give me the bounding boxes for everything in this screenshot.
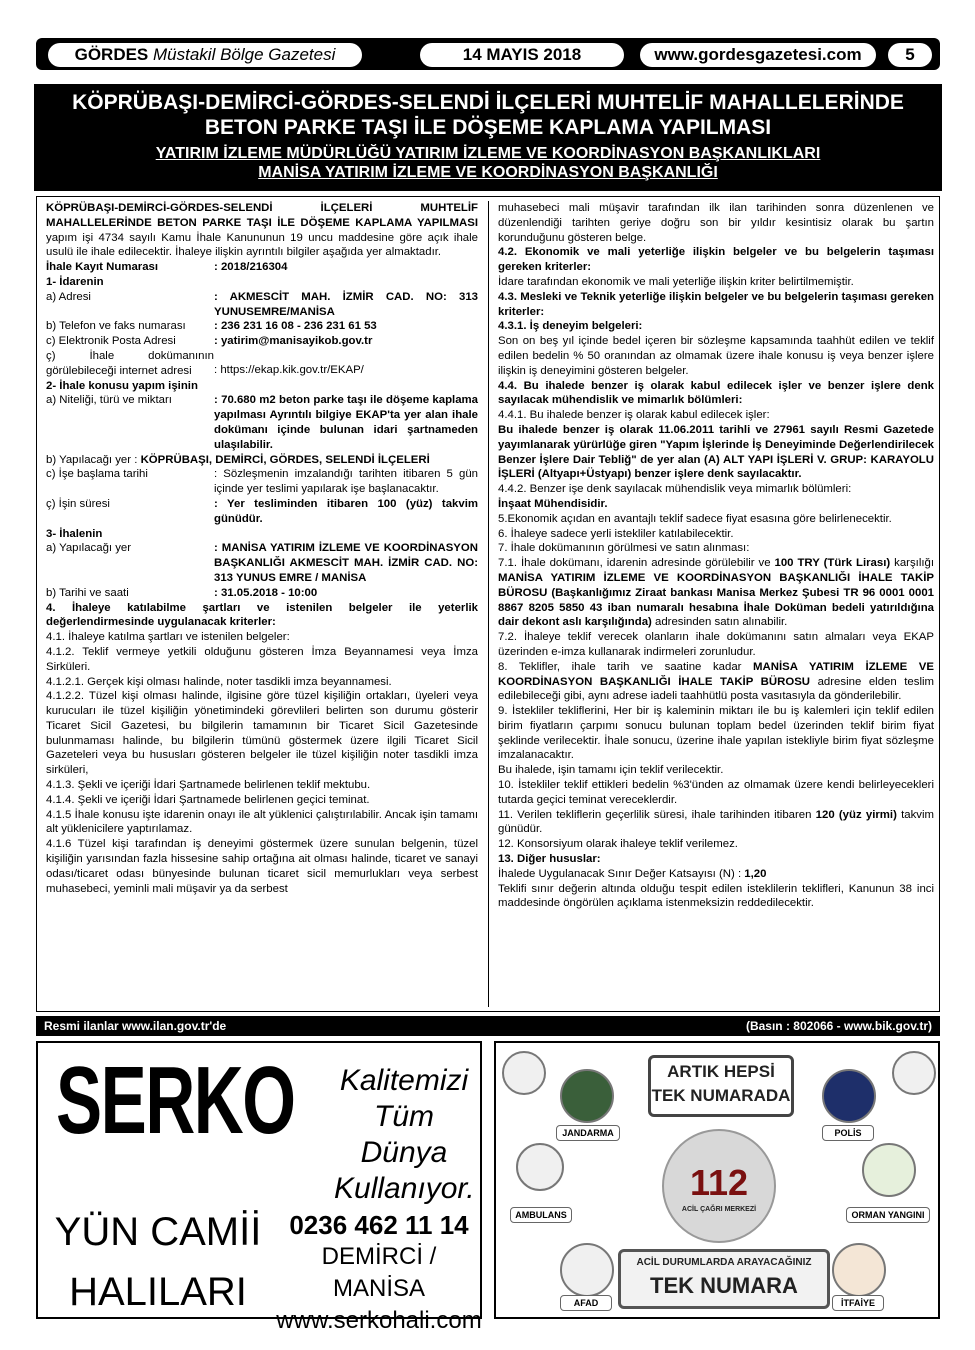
- tender-notice-body: [36, 196, 940, 1012]
- forest-fire-icon: [862, 1143, 916, 1197]
- tek-numara-bottom-sign: ACİL DURUMLARDA ARAYACAĞINIZ TEK NUMARA: [618, 1249, 830, 1309]
- field-ihale-yeri: a) Yapılacağı yer : MANİSA YATIRIM İZLEME VE KOORDİNASYON BAŞKANLIĞI AKMESCİT MAH. İZMİR CAD. NO: 313 YUNUS EMRE / MANİSA: [46, 542, 478, 584]
- clause-13-b: Teklifi sınır değerin altında olduğu tespit edilen isteklilerin teklifleri, Kanunun 38 inci maddesinde öngörülen açıklama istenmeksizin reddedilecektir.: [498, 882, 934, 910]
- ministry-emblem-icon: [502, 1051, 546, 1095]
- clause-4-4-1: 4.4.1. Bu ihalede benzer iş olarak kabul edilecek işler:: [498, 409, 770, 422]
- clause-4-1-3: 4.1.3. Şekli ve içeriği İdari Şartnamede belirlenen teklif mektubu.: [46, 779, 371, 792]
- article-subtitle-line1: YATIRIM İZLEME MÜDÜRLÜĞÜ YATIRIM İZLEME VE KOORDİNASYON BAŞKANLIKLARI: [155, 145, 821, 162]
- section-4-heading: 4. İhaleye katılabilme şartları ve istenilen belgeler ile yeterlik değerlendirmesinde uygulanacak kriterler:: [46, 601, 478, 629]
- fire-department-label: İTFAİYE: [832, 1295, 884, 1311]
- field-baslama: c) İşe başlama tarihi : Sözleşmenin imzalandığı tarihten itibaren 5 gün içinde yer teslimi yapılarak işe başlanacaktır.: [46, 468, 478, 496]
- forest-fire-label: ORMAN YANGINI: [846, 1207, 930, 1223]
- clause-13-a: İhalede Uygulanacak Sınır Değer Katsayısı (N) : 1,20: [498, 867, 767, 880]
- article-subtitle-line2: MANİSA YATIRIM İZLEME VE KOORDİNASYON BAŞKANLIĞI: [258, 164, 718, 181]
- clause-continued: muhasebeci mali müşavir tarafından ilk ilan tarihinden sonra düzenlenen ve düzenlendiği tarihten geriye doğru son bir yıldır kesintisiz olarak bu şartın korunduğunu gösteren belge.: [498, 202, 934, 244]
- clause-9: 9. İstekliler tekliflerini, Her bir iş kaleminin miktarı ile bu iş kalemleri için teklif edilen birim fiyatların çarpımı sonucu bulunan toplam bedel üzerinden teklif birim fiyat şeklinde verilecektir. İhale sonucu, üzerine ihale yapılan istekliyle birim fiyat sözleşme imzalanacaktır.: [498, 705, 934, 762]
- clause-4-1: 4.1. İhaleye katılma şartları ve istenilen belgeler:: [46, 631, 290, 644]
- section-1-heading: 1- İdarenin: [46, 275, 104, 288]
- serko-advertisement[interactable]: [36, 1041, 482, 1334]
- field-kayit: İhale Kayıt Numarası : 2018/216304: [46, 261, 288, 274]
- field-adres: a) Adresi : AKMESCİT MAH. İZMİR CAD. NO: 313 YUNUSEMRE/MANİSA: [46, 290, 478, 318]
- police-label: POLİS: [822, 1125, 874, 1141]
- clause-7-1: 7.1. İhale dokümanı, idarenin adresinde görülebilir ve 100 TRY (Türk Lirası) karşılığı MANİSA YATIRIM İZLEME VE KOORDİNASYON BAŞKANLIĞI İHALE TAKİP BÜROSU (Başkanlığımız Ziraat bankası Manisa Merkez Şubesi TR 96 0001 0001 8867 8205 5850 43 iban numaralı hesabına İhale Doküman bedeli yatırıldığına dair dekont aslı karşılığında) adresinden satın alınabilir.: [498, 557, 935, 629]
- clause-7-2: 7.2. İhaleye teklif verecek olanların ihale dokümanını satın almaları veya EKAP üzerinden e-imza kullanarak indirmeleri zorunludur.: [498, 631, 934, 658]
- field-ekap: ç) İhale dokümanının görülebileceği internet adresi : https://ekap.kik.gov.tr/EKAP/: [46, 349, 364, 377]
- emergency-112-advertisement[interactable]: [494, 1041, 940, 1319]
- fire-department-icon: [832, 1243, 886, 1297]
- clause-6: 6. İhaleye sadece yerli istekliler katılabilecektir.: [498, 527, 734, 540]
- clause-4-1-2-2: 4.1.2.2. Tüzel kişi olması halinde, ilgisine göre tüzel kişiliğin ortakları, üyeleri veya kurucuları ile tüzel kişiliğin yönetimindeki görevlileri belirten son durumu gösterir Ticaret Sicil Gazetesi, bu bilgilerin tamamının bir Ticaret Sicil Gazetesinde bulunmaması halinde, bu bilgilerin tümünü göstermek üzere ilgili Ticaret Sicil Gazeteleri veya bu hususları gösteren belgeler ile tüzel kişiliğin noter tasdikli imza sirküleri,: [46, 690, 478, 777]
- ambulance-icon: [516, 1143, 564, 1191]
- clause-4-4-2-body: İnşaat Mühendisidir.: [498, 497, 608, 510]
- clause-4-3-1-heading: 4.3.1. İş deneyim belgeleri:: [498, 320, 643, 333]
- newspaper-name: GÖRDES Müstakil Bölge Gazetesi: [48, 43, 362, 67]
- serko-product-name: YÜN CAMİİ HALILARI: [54, 1210, 262, 1314]
- clause-4-1-2-1: 4.1.2.1. Gerçek kişi olması halinde, noter tasdikli imza beyannamesi.: [46, 675, 392, 688]
- issue-date: 14 MAYIS 2018: [420, 43, 624, 67]
- clause-11: 11. Verilen tekliflerin geçerlilik süresi, ihale tarihinden itibaren 120 (yüz yirmi) takvim günüdür.: [498, 808, 934, 836]
- police-icon: [822, 1069, 876, 1123]
- article-banner: [34, 84, 942, 191]
- field-sure: ç) İşin süresi : Yer tesliminden itibaren 100 (yüz) takvim günüdür.: [46, 497, 478, 525]
- clause-7: 7. İhale dokümanının görülmesi ve satın alınması:: [498, 542, 750, 555]
- notice-footer: [36, 1016, 940, 1036]
- field-nitelik: a) Niteliği, türü ve miktarı : 70.680 m2 beton parke taşı ile döşeme kaplama yapılması Ayrıntılı bilgiye EKAP'ta yer alan ihale dokümanı içinde bulunan idari şartnameden ulaşılabilir.: [46, 394, 478, 451]
- clause-4-4-2: 4.4.2. Benzer işe denk sayılacak mühendislik veya mimarlık bölümleri:: [498, 483, 852, 496]
- jandarma-label: JANDARMA: [556, 1125, 620, 1141]
- clause-4-1-2: 4.1.2. Teklif vermeye yetkili olduğunu gösteren İmza Beyannamesi veya İmza Sirküleri.: [46, 645, 478, 673]
- section-3-heading: 3- İhalenin: [46, 527, 103, 540]
- clause-4-3-heading: 4.3. Mesleki ve Teknik yeterliğe ilişkin belgeler ve bu belgelerin taşıması gereken kriterler:: [498, 290, 934, 318]
- clause-4-1-4: 4.1.4. Şekli ve içeriği İdari Şartnamede belirlenen geçici teminat.: [46, 793, 370, 806]
- tek-numara-top-sign: ARTIK HEPSİ TEK NUMARADA: [648, 1055, 794, 1117]
- field-eposta: c) Elektronik Posta Adresi : yatirim@manisayikob.gov.tr: [46, 335, 373, 348]
- field-telefon: b) Telefon ve faks numarası : 236 231 16 08 - 236 231 61 53: [46, 320, 377, 333]
- notice-column-left: [46, 201, 478, 896]
- serko-phone: 0236 462 11 14: [289, 1210, 469, 1240]
- page-number: 5: [888, 43, 932, 67]
- section-2-heading: 2- İhale konusu yapım işinin: [46, 379, 198, 392]
- website-link[interactable]: www.gordesgazetesi.com: [640, 43, 876, 67]
- clause-4-4-1-body: Bu ihalede benzer iş olarak 11.06.2011 tarihli ve 27961 sayılı Resmi Gazetede yayımlanarak yürürlüğe giren "Yapım İşlerinde İş Deneyiminde Değerlendirilecek Benzer İşlere Dair Tebliğ" de yer alan (A) ALT YAPI İŞLERİ V. GRUP: KARAYOLU İŞLERİ (Altyapı+Üstyapı) benzer işlere denk sayılacaktır.: [498, 423, 934, 481]
- afad-label: AFAD: [560, 1295, 612, 1311]
- serko-logo: SERKO: [56, 1047, 295, 1154]
- notice-column-right: [498, 201, 934, 911]
- clause-4-4-heading: 4.4. Bu ihalede benzer iş olarak kabul edilecek işler ve benzer işlere denk sayılacak mühendislik ve mimarlık bölümleri:: [498, 379, 934, 407]
- footer-bik-link[interactable]: (Basın : 802066 - www.bik.gov.tr): [745, 1019, 932, 1033]
- field-tarih: b) Tarihi ve saati : 31.05.2018 - 10:00: [46, 586, 318, 599]
- clause-13-heading: 13. Diğer hususlar:: [498, 853, 601, 866]
- clause-4-1-5: 4.1.5 İhale konusu işte idarenin onayı ile alt yüklenici çalıştırılabilir. Ancak işin tamamı alt yüklenicilere yaptırılamaz.: [46, 808, 478, 836]
- afad-icon: [560, 1243, 614, 1297]
- clause-10: 10. İstekliler teklif ettikleri bedelin %3'ünden az olmamak üzere kendi belirleyecekleri tutarda geçici teminat vereceklerdir.: [498, 779, 934, 806]
- clause-4-2-heading: 4.2. Ekonomik ve mali yeterliğe ilişkin belgeler ve bu belgelerin taşıması gereken kriterler:: [498, 246, 934, 274]
- article-title-line1: KÖPRÜBAŞI-DEMİRCİ-GÖRDES-SELENDİ İLÇELERİ MUHTELİF MAHALLELERİNDE: [72, 91, 904, 114]
- serko-slogan: Kalitemizi Tüm Dünya Kullanıyor.: [334, 1064, 475, 1205]
- jandarma-icon: [560, 1069, 614, 1123]
- emergency-112-icon: 112 ACİL ÇAĞRI MERKEZİ: [662, 1129, 776, 1243]
- clause-9-b: Bu ihalede, işin tamamı için teklif verilecektir.: [498, 764, 724, 777]
- clause-5: 5.Ekonomik açıdan en avantajlı teklif sadece fiyat esasına göre belirlenecektir.: [498, 512, 892, 525]
- serko-address: DEMİRCİ / MANİSA www.serkohali.com: [276, 1243, 482, 1334]
- field-yer: b) Yapılacağı yer : KÖPRÜBAŞI, DEMİRCİ, GÖRDES, SELENDİ İLÇELERİ: [46, 453, 430, 466]
- clause-4-2: İdare tarafından ekonomik ve mali yeterliğe ilişkin kriter belirtilmemiştir.: [498, 275, 854, 288]
- intro-paragraph: KÖPRÜBAŞI-DEMİRCİ-GÖRDES-SELENDİ İLÇELERİ MUHTELİF MAHALLELERİNDE BETON PARKE TAŞI İLE DÖŞEME KAPLAMA YAPILMASI yapım işi 4734 sayılı Kamu İhale Kanununun 19 uncu maddesine göre açık ihale usulü ile ihale edilecektir. İhaleye ilişkin ayrıntılı bilgiler aşağıda yer almaktadır.: [46, 202, 478, 259]
- clause-12: 12. Konsorsiyum olarak ihaleye teklif verilemez.: [498, 838, 738, 851]
- column-divider: [488, 201, 489, 1007]
- clause-4-3-1: Son on beş yıl içinde bedel içeren bir sözleşme kapsamında taahhüt edilen ve teklif edilen bedelin % 50 oranından az olmamak üzere ihale konusu iş veya benzer işlere ilişkin iş deneyimini gösteren belgeler.: [498, 335, 934, 377]
- ambulance-label: AMBULANS: [510, 1207, 572, 1223]
- clause-8: 8. Teklifler, ihale tarih ve saatine kadar MANİSA YATIRIM İZLEME VE KOORDİNASYON BAŞKANLIĞI İHALE TAKİP BÜROSU adresine elden teslim edilebileceği gibi, aynı adrese iadeli taahhütlü posta vasıtasıyla da gönderilebilir.: [498, 660, 935, 703]
- governorship-emblem-icon: [892, 1051, 936, 1095]
- article-title-line2: BETON PARKE TAŞI İLE DÖŞEME KAPLAMA YAPILMASI: [204, 116, 772, 139]
- footer-ilan-link[interactable]: Resmi ilanlar www.ilan.gov.tr'de: [44, 1019, 227, 1033]
- clause-4-1-6: 4.1.6 Tüzel kişi tarafından iş deneyimi göstermek üzere sunulan belgenin, tüzel kişiliğin yarısından fazla hissesine sahip ortağına ait olması halinde, ticaret ve sanayi odası/ticaret odası bünyesinde bulunan ticaret sicil memurlukları veya serbest muhasebeci, yeminli mali müşavir ya da serbest: [46, 838, 478, 895]
